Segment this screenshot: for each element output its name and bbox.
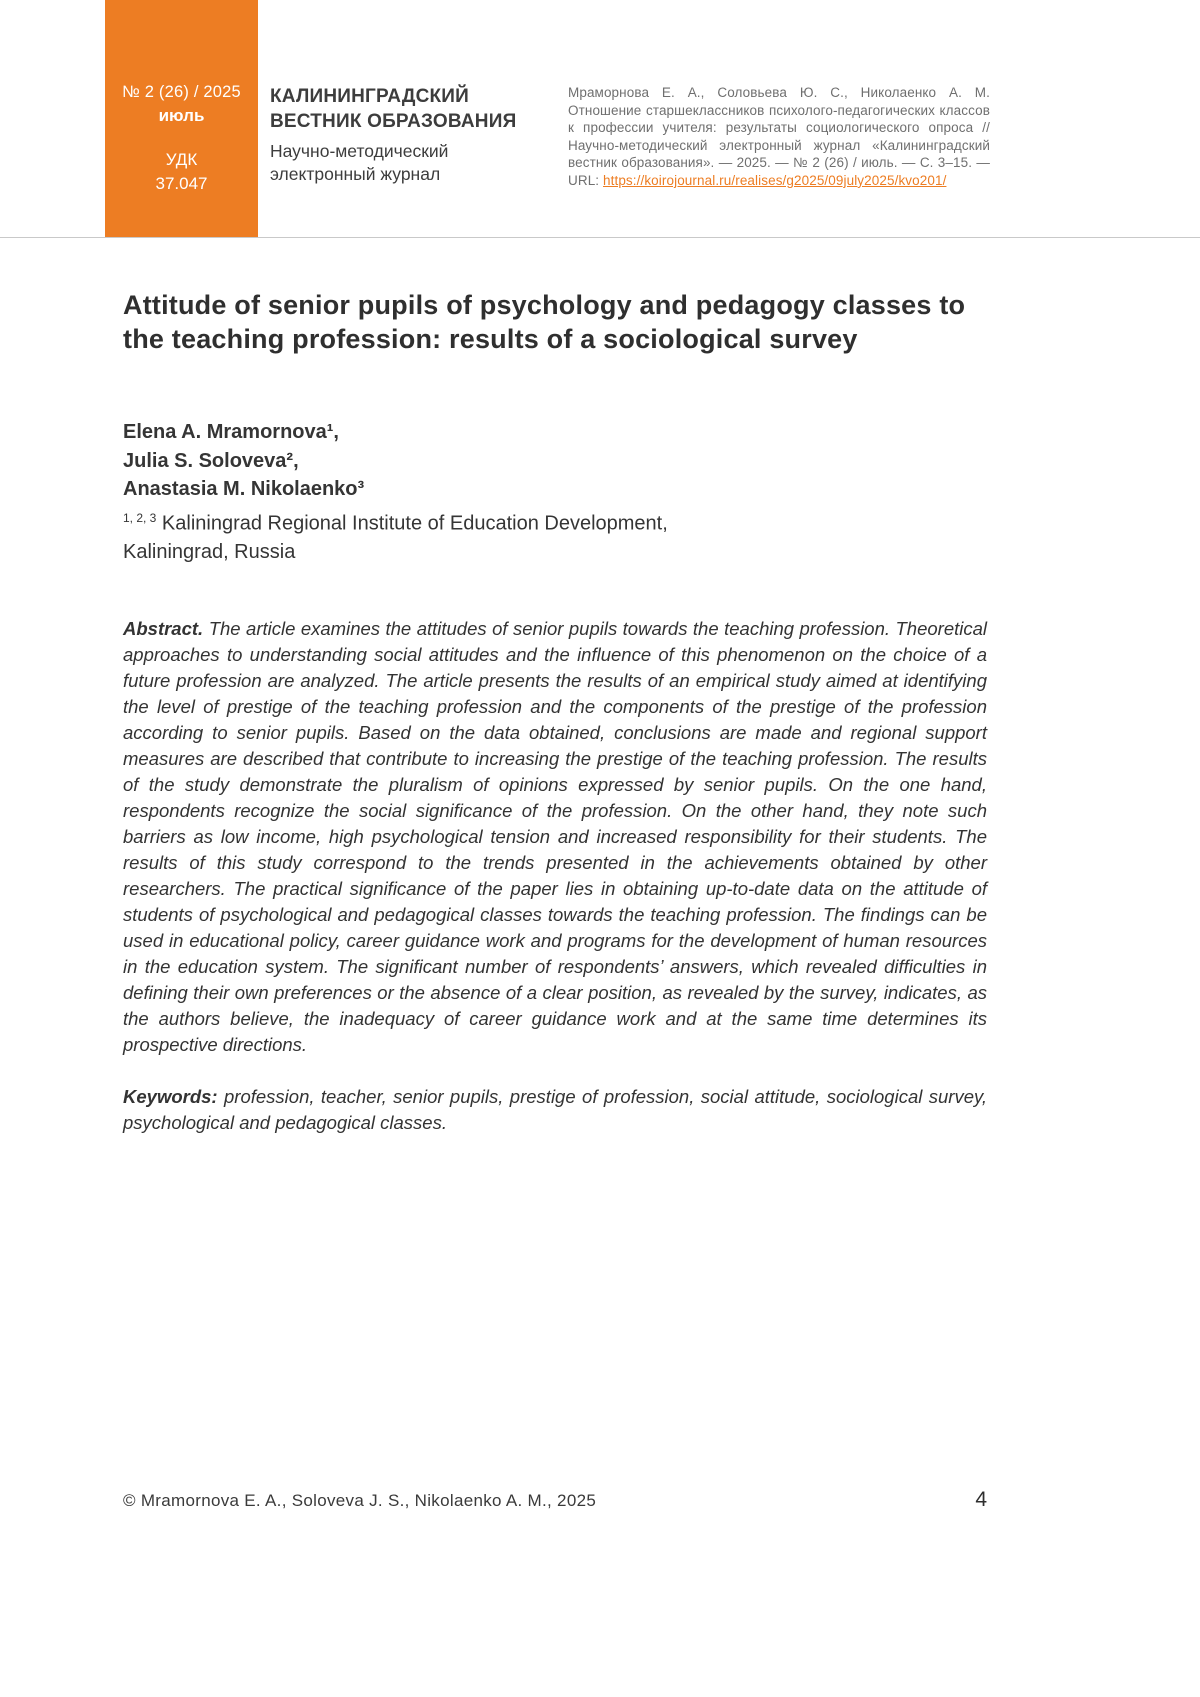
affiliation-line2: Kaliningrad, Russia [123, 540, 296, 563]
page-number: 4 [975, 1488, 987, 1511]
copyright-notice: © Mramornova E. A., Soloveva J. S., Nikolaenko A. M., 2025 [123, 1491, 597, 1510]
affiliation [123, 504, 987, 567]
article-title: Attitude of senior pupils of psychology and pedagogy classes to the teaching profession: results of a sociological survey [123, 290, 966, 354]
citation-text: Мраморнова Е. А., Соловьева Ю. С., Николаенко А. М. Отношение старшеклассников психолого-педагогических классов к профессии учителя: результаты социологического опроса // Научно-методический электронный журнал «Калининградский вестник образования». — 2025. — № 2 (26) / июль. — С. 3–15. — URL: [568, 85, 990, 188]
udc-block [105, 148, 258, 196]
citation-url-link[interactable]: https://koirojournal.ru/realises/g2025/09july2025/kvo201/ [603, 172, 947, 188]
author-name: Anastasia M. Nikolaenko³ [123, 478, 365, 500]
citation-block [568, 84, 990, 190]
keywords-label: Keywords: [123, 1086, 218, 1108]
journal-subtitle: Научно-методический электронный журнал [270, 141, 449, 184]
abstract-text: The article examines the attitudes of senior pupils towards the teaching profession. Theoretical approaches to understanding social attitudes and the influence of this phenomenon on the choice of a future profession are analyzed. The article presents the results of an empirical study aimed at identifying the level of prestige of the teaching profession and the components of the prestige of the profession according to senior pupils. Based on the data obtained, conclusions are made and regional support measures are described that contribute to increasing the prestige of the teaching profession. The results of the study demonstrate the pluralism of opinions expressed by senior pupils. On the one hand, respondents recognize the social significance of the profession. On the other hand, they note such barriers as low income, high psychological tension and increased responsibility for their students. The results of this study correspond to the trends presented in the achievements obtained by other researchers. The practical significance of the paper lies in obtaining up-to-date data on the attitude of students of psychological and pedagogical classes towards the teaching profession. The findings can be used in educational policy, career guidance work and programs for the development of human resources in the education system. The significant number of respondents’ answers, which revealed difficulties in defining their own preferences or the absence of a clear position, as revealed by the survey, indicates, as the authors believe, the inadequacy of career guidance work and at the same time determines its prospective directions. [123, 618, 988, 1056]
affiliation-superscript: 1, 2, 3 [123, 510, 157, 525]
abstract-paragraph [123, 616, 987, 1058]
article-body [123, 288, 987, 1136]
issue-number: № 2 (26) / 2025 [122, 83, 241, 101]
udc-number: 37.047 [155, 174, 208, 193]
issue-month: июль [158, 106, 205, 125]
author-name: Elena A. Mramornova¹, [123, 421, 339, 443]
udc-label: УДК [165, 150, 198, 169]
journal-title: КАЛИНИНГРАДСКИЙ ВЕСТНИК ОБРАЗОВАНИЯ [270, 86, 517, 132]
header-divider [0, 237, 1200, 238]
affiliation-line1: Kaliningrad Regional Institute of Education Development, [161, 512, 668, 535]
issue-box [105, 0, 258, 237]
abstract-label: Abstract. [123, 618, 204, 640]
keywords-paragraph [123, 1084, 987, 1136]
page-footer [123, 1488, 987, 1512]
authors-block [123, 418, 987, 504]
author-name: Julia S. Soloveva², [123, 449, 299, 472]
journal-title-block [270, 84, 542, 186]
keywords-text: profession, teacher, senior pupils, prestige of profession, social attitude, sociological survey, psychological and pedagogical classes. [123, 1086, 988, 1134]
